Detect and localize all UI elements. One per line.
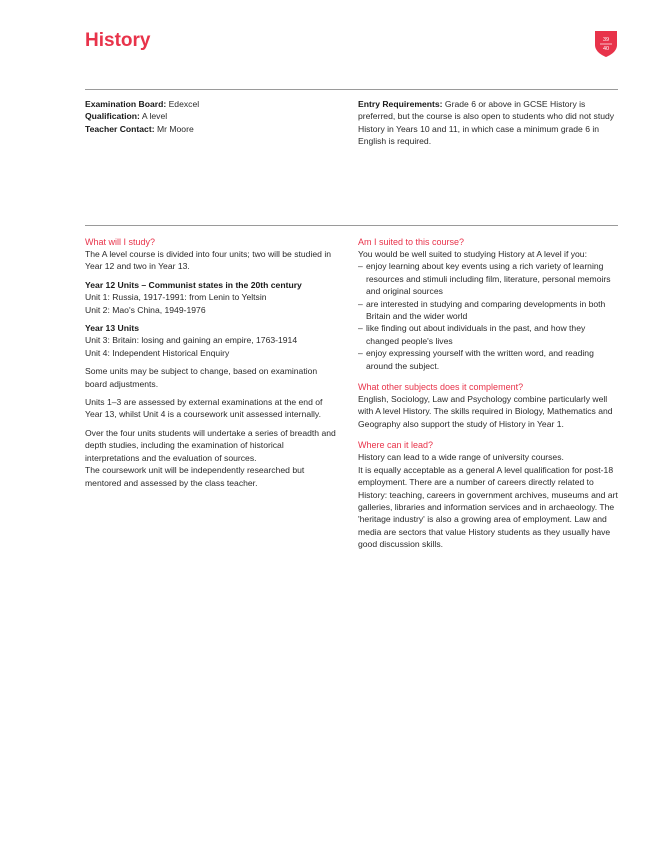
list-item: – enjoy expressing yourself with the written word, and reading around the subject. xyxy=(358,347,620,372)
lead-intro: History can lead to a wide range of university courses. xyxy=(358,452,564,463)
qualification-label: Qualification: xyxy=(85,111,140,122)
complement-text: English, Sociology, Law and Psychology combine particularly well with A level History. The skills required in Biology, Mathematics and Geography also support the study of History in Year 1. xyxy=(358,394,613,429)
coursework-text: The coursework unit will be independently researched but mentored and assessed by the class teacher. xyxy=(85,465,305,488)
teacher-contact-label: Teacher Contact: xyxy=(85,123,155,134)
exam-board-label: Examination Board: xyxy=(85,99,167,109)
qualification xyxy=(85,110,339,122)
course-info xyxy=(85,98,339,135)
unit3-text: Unit 3: Britain: losing and gaining an empire, 1763-1914 xyxy=(85,335,298,346)
suitability-column xyxy=(358,236,620,551)
suited-list xyxy=(358,260,620,372)
unit2-text: Unit 2: Mao's China, 1949-1976 xyxy=(85,304,206,315)
exam-board xyxy=(85,98,339,110)
entry-requirements xyxy=(358,98,620,148)
page-title: History xyxy=(85,30,151,51)
lead-text: It is equally acceptable as a general A level qualification for post-18 employment. There are a number of careers directly related to History: teaching, careers in government archives, museums and art galleries, libraries and information services and in archaeology. The 'heritage industry' is also a growing area of employment. Law and media are sectors that value History students as they usually have good discussion skills. xyxy=(358,464,618,550)
overview-text: Over the four units students will undertake a series of breadth and depth studies, including the examination of historical interpretations and the evaluation of sources. xyxy=(85,427,336,463)
change-note: Some units may be subject to change, based on examination board adjustments. xyxy=(85,366,318,389)
middle-divider xyxy=(85,225,618,226)
suited-heading: Am I suited to this course? xyxy=(358,237,465,247)
badge-top-number: 39 xyxy=(602,37,610,43)
assessment-text: Units 1–3 are assessed by external examinations at the end of Year 13, whilst Unit 4 is a coursework unit assessed internally. xyxy=(85,397,323,420)
study-section xyxy=(85,236,339,489)
study-intro: The A level course is divided into four units; two will be studied in Year 12 and two in Year 13. xyxy=(85,249,332,272)
entry-requirements-text: Grade 6 or above in GCSE History is preferred, but the course is also open to students who did not study History in Years 10 and 11, in which case a minimum grade 6 in English is required. xyxy=(358,99,615,147)
year12-heading: Year 12 Units – Communist states in the 20th century xyxy=(85,279,302,290)
list-item: – like finding out about individuals in the past, and how they changed people's lives xyxy=(358,322,620,347)
teacher-contact xyxy=(85,123,339,135)
study-heading: What will I study? xyxy=(85,237,156,247)
qualification-value: A level xyxy=(141,111,168,122)
teacher-contact-value: Mr Moore xyxy=(156,123,194,134)
lead-heading: Where can it lead? xyxy=(358,440,434,451)
list-item: – enjoy learning about key events using a rich variety of learning resources and stimuli including film, literature, personal memoirs and original sources xyxy=(358,260,620,297)
year13-heading: Year 13 Units xyxy=(85,323,139,334)
complement-heading: What other subjects does it complement? xyxy=(358,382,524,393)
shield-badge-icon xyxy=(594,30,618,58)
list-item: – are interested in studying and comparing developments in both Britain and the wider world xyxy=(358,298,620,323)
unit1-text: Unit 1: Russia, 1917-1991: from Lenin to Yeltsin xyxy=(85,292,267,303)
exam-board-value: Edexcel xyxy=(168,99,200,109)
entry-requirements-label: Entry Requirements: xyxy=(358,99,443,109)
unit4-text: Unit 4: Independent Historical Enquiry xyxy=(85,347,230,358)
top-divider xyxy=(85,89,618,90)
badge-bottom-number: 40 xyxy=(602,46,610,52)
suited-intro: You would be well suited to studying History at A level if you: xyxy=(358,249,587,259)
